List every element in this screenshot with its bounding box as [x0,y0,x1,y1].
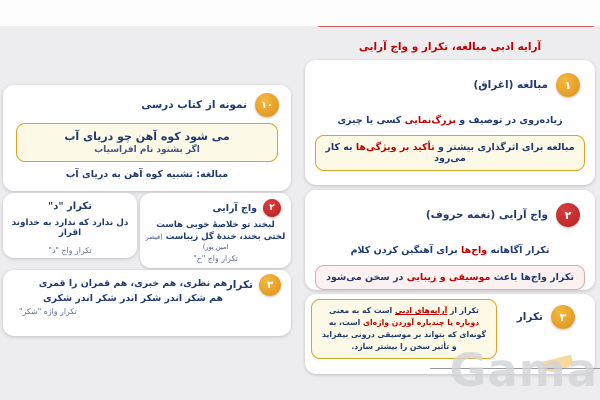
number-badge-10: ۱۰ [255,93,279,117]
repetition-heading: تکرار [516,311,543,323]
exaggeration-header [305,60,595,97]
number-badge-1: ۱ [556,73,580,97]
exaggeration-note-box [315,135,585,171]
alliteration-description [317,245,583,256]
verse-line-2: اگر بشنود نام افراسیاب [94,145,200,155]
alliteration-note-box [315,265,585,290]
card-alliteration [305,190,595,290]
vaj-example-header [140,193,291,217]
box-link-text: آرایه‌های ادبی [394,306,448,315]
box-text: به کار می‌رود [325,142,466,164]
vaj-example-heading: واج آرایی [212,202,257,214]
exaggeration-description [317,115,583,126]
vaj-verse-1: لبخند تو خلاصهٔ خوبی هاست [156,220,275,230]
dal-note: تکرار واج "د" [48,246,92,255]
watermark: Gama [449,344,598,397]
tekrar-example-header [227,274,281,296]
desc-text: برای آهنگین کردن کلام [350,245,462,256]
verse-line-1: می شود کوه آهن چو دریای آب [64,130,230,143]
number-badge-3: ۳ [551,305,575,329]
exaggeration-heading: مبالغه (اغراق) [473,79,548,91]
box-highlight: تأکید بر ویژگی‌ها [355,142,435,153]
card-dal-repetition [3,193,137,258]
box-text: تکرار از [447,306,479,315]
tekrar-example-heading: تکرار [226,279,253,291]
card-exaggeration [305,60,595,185]
number-badge-3b: ۳ [259,274,281,296]
box-highlight: موسیقی و زیبایی [406,272,491,283]
alliteration-header [305,190,595,227]
desc-highlight: بزرگ‌نمایی [404,115,456,126]
book-example-header [3,85,291,117]
vaj-note: تکرار واج "خ" [193,254,238,263]
card-tekrar-example [3,270,291,336]
top-band [0,0,600,26]
vaj-verse-2-text: لختی بخند، خندهٔ گل زیباست [165,232,286,242]
box-text: تکرار واج‌ها باعث [490,272,574,283]
box-text: مبالغه برای اثرگذاری بیشتر و [434,142,575,153]
tekrar-verse-2: هم شکر اندر شکر اندر شکر اندر شکری [43,293,223,304]
number-badge-2b: ۲ [263,199,281,217]
vaj-verse-2 [140,232,291,252]
box-text: است که به معنی [329,306,395,315]
number-badge-2: ۲ [556,203,580,227]
alliteration-heading: واج آرایی (نغمه حروف) [425,209,548,221]
repetition-header [517,305,575,329]
box-text: است، به گونه‌ای که بتواند بر موسیقی درونی بیفزاید و تأثیر سخن را بیشتر سازد. [322,317,486,351]
dal-verse: دل ندارد که ندارد به خداوند اقرار [11,218,129,238]
tekrar-verse-1: هم نظری، هم خبری، هم قمران را قمری [38,278,228,289]
card-book-example [3,85,291,191]
desc-text: کسی یا چیزی [337,115,405,126]
book-example-heading: نمونه از کتاب درسی [141,99,247,111]
box-highlight: دوباره یا چندباره آوردن واژه‌ای [362,317,480,327]
box-text: در سخن می‌شود [326,272,407,283]
desc-text: زیاده‌روی در توصیف و [456,115,563,126]
page-title: آرایه ادبی مبالغه، تکرار و واج آرایی [358,41,542,53]
vaj-verse-source: (قیصر امین پور) [145,233,229,251]
desc-highlight: واج‌ها [461,245,488,256]
dal-heading: تکرار "د" [47,201,92,212]
verse-analysis-note: مبالغه: تشبیه کوه آهن به دریای آب [65,169,229,180]
desc-text: تکرار آگاهانه [487,245,550,256]
verse-box [16,123,278,162]
card-vaj-example [140,193,291,268]
tekrar-note: تکرار واژه "شکر" [19,307,77,316]
